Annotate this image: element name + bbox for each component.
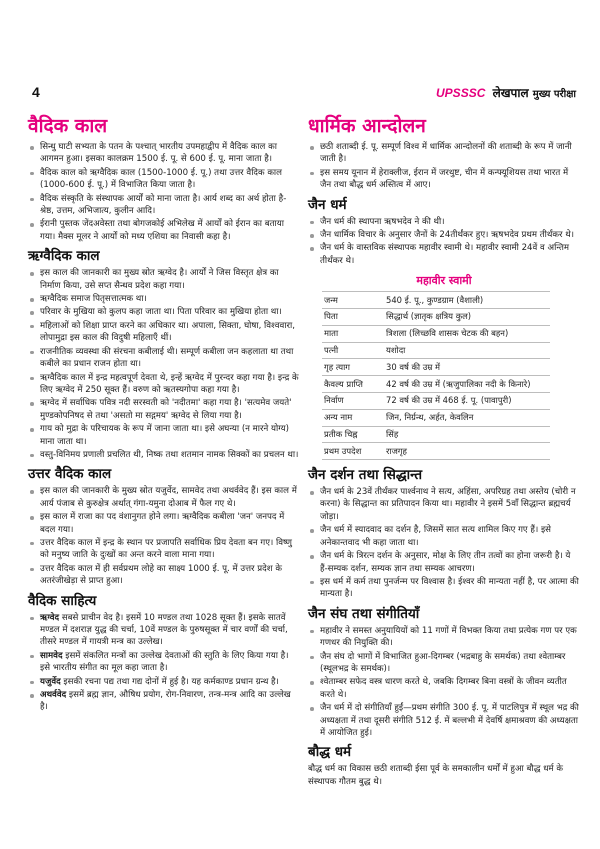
buddhism-paragraph: बौद्ध धर्म का विकास छठी शताब्दी ईसा पूर्व के समकालीन धर्मों में हुआ बौद्ध धर्म के संस्थापक गौतम बुद्ध थे। [308,764,563,787]
term-rigveda: ऋग्वेद [40,612,60,623]
table-row [322,292,550,309]
list-item: जैन धर्म के त्रिरत्न दर्शन के अनुसार, मोक्ष के लिए तीन तत्वों का होना जरूरी है। ये हैं-सम्यक दर्शन, सम्यक ज्ञान तथा सम्यक आचरण। [308,550,580,575]
list-item: जैन संघ दो भागों में विभाजित हुआ-दिगम्बर (भद्रबाहु के समर्थक) तथा श्वेताम्बर (स्थूलभद्र के समर्थक)। [308,651,580,676]
list-item: जैन धर्म की स्थापना ऋषभदेव ने की थी। [308,216,580,228]
row-value: जिन, निर्ग्रन्थ, अर्हत, केवलिन [384,409,550,426]
row-key: अन्य नाम [322,409,384,426]
philosophy-list [308,486,580,601]
row-value: 72 वर्ष की उम्र में 468 ई. पू. (पावापुरी) [384,392,550,409]
list-item: जैन धर्म के 23वें तीर्थंकर पार्श्वनाथ ने सत्य, अहिंसा, अपरिग्रह तथा अस्तेय (चोरी न करना) के सिद्धान्त का प्रतिपादन किया था। महावीर ने इसमें 5वाँ सिद्धान्त ब्रह्मचर्य जोड़ा। [308,486,580,523]
right-column [308,114,580,788]
literature-list [28,612,300,714]
term-atharvaveda: अथर्ववेद [40,690,67,701]
vedic-list [28,141,300,243]
councils-list [308,625,580,740]
heading-religious-movements: धार्मिक आन्दोलन [308,115,426,137]
table-row [322,359,550,376]
list-item: सिन्धु घाटी सभ्यता के पतन के पश्चात् भारतीय उपमहाद्वीप में वैदिक काल का आगमन हुआ। इसका कालक्रम 1500 ई. पू. से 600 ई. पू. माना जाता है। [28,141,300,166]
row-value: 540 ई. पू., कुण्डग्राम (वैशाली) [384,292,550,309]
heading-jainism: जैन धर्म [308,196,347,213]
list-item: इस काल की जानकारी के मुख्य स्रोत यजुर्वेद, सामवेद तथा अथर्ववेद हैं। इस काल में आर्य पंजाब से कुरुक्षेत्र अर्थात् गंगा-यमुना दोआब में फैल गए थे। [28,485,300,510]
list-item: वैदिक संस्कृति के संस्थापक आर्यों को माना जाता है। आर्य शब्द का अर्थ होता है- श्रेष्ठ, उत्तम, अभिजात्य, कुलीन आदि। [28,193,300,218]
table-row [322,342,550,359]
heading-vedic-literature: वैदिक साहित्य [28,592,97,609]
heading-rigvedic-period: ऋग्वैदिक काल [28,248,100,265]
row-value: 30 वर्ष की उम्र में [384,359,550,376]
row-key: पत्नी [322,342,384,359]
heading-vedic-period: वैदिक काल [28,115,108,137]
table-row [322,376,550,393]
term-text: इसमें ब्रह्म ज्ञान, औषिध प्रयोग, रोग-निवारण, तन्त्र-मन्त्र आदि का उल्लेख है। [40,690,291,713]
list-item [28,689,300,714]
brand-label: UPSSSC [436,86,486,100]
list-item [28,676,300,688]
list-item: जैन धर्म के वास्तविक संस्थापक महावीर स्वामी थे। महावीर स्वामी 24वें व अन्तिम तीर्थंकर थे। [308,242,580,267]
movements-list [308,141,580,192]
term-text: सबसे प्राचीन वेद है। इसमें 10 मण्डल तथा 1028 सूक्त हैं। इसके सातवें मण्डल में दशराज्ञ युद्ध की चर्चा, 10वें मण्डल के पुरुषसूक्त में चार वर्णों की चर्चा, तीसरे मण्डल में गायत्री मन्त्र का उल्लेख। [40,612,288,648]
row-value: राजगृह [384,443,550,460]
table-row [322,426,550,443]
page-number: 4 [32,84,40,100]
mahavir-table-title: महावीर स्वामी [416,274,472,288]
running-head [436,84,576,101]
row-key: कैवल्य प्राप्ति [322,376,384,393]
list-item: ऋग्वैदिक समाज पितृसत्तात्मक था। [28,293,300,305]
row-value: सिंह [384,426,550,443]
table-row [322,325,550,342]
list-item: ईरानी पुस्तक जेंदअवेस्ता तथा बोगजकोई अभिलेख में आर्यों को ईरान का बताया गया। मैक्स मूलर ने आर्यों को मध्य एशिया का निवासी कहा है। [28,218,300,243]
list-item: इस काल की जानकारी का मुख्य स्रोत ऋग्वेद है। आर्यों ने जिस विस्तृत क्षेत्र का निर्माण किया, उसे सप्त सैन्धव प्रदेश कहा गया। [28,267,300,292]
table-row [322,409,550,426]
row-key: माता [322,325,384,342]
list-item: गाय को मुद्रा के परिचायक के रूप में जाना जाता था। इसे अघन्या (न मारने योग्य) माना जाता था। [28,423,300,448]
list-item: इस काल में राजा का पद वंशानुगत होने लगा। ऋग्वैदिक कबीला 'जन' जनपद में बदल गया। [28,511,300,536]
list-item: जैन धर्म में स्यादवाद का दर्शन है, जिसमें सात सत्य शामिल किए गए हैं। इसे अनेकान्तवाद भी कहा जाता था। [308,524,580,549]
row-key: गृह त्याग [322,359,384,376]
term-text: इसमें संकलित मन्त्रों का उल्लेख देवताओं की स्तुति के लिए किया गया है। इसे भारतीय संगीत का मूल कहा जाता है। [40,650,289,674]
rigvedic-list [28,267,300,461]
list-item: इस धर्म में कर्म तथा पुनर्जन्म पर विश्वास है। ईश्वर की मान्यता नहीं है, पर आत्मा की मान्यता है। [308,576,580,601]
list-item: जैन धर्म में दो संगीतियाँ हुईं—प्रथम संगीति 300 ई. पू. में पाटलिपुत्र में स्थूल भद्र की अध्यक्षता में तथा दूसरी संगीति 512 ई. में बल्लभी में देवर्षि क्षमाश्रवण की अध्यक्षता में आयोजित हुई। [308,702,580,739]
heading-jain-philosophy: जैन दर्शन तथा सिद्धान्त [308,467,423,484]
left-column [28,114,300,715]
book-title: लेखपाल [492,86,529,100]
list-item [28,612,300,649]
table-row [322,392,550,409]
row-value: सिद्धार्थ (ज्ञातृक क्षत्रिय कुल) [384,309,550,326]
row-value: यशोदा [384,342,550,359]
row-key: प्रथम उपदेश [322,443,384,460]
term-samaveda: सामवेद [40,650,63,661]
list-item: ऋग्वैदिक काल में इन्द्र महत्वपूर्ण देवता थे, इन्हें ऋग्वेद में पुरन्दर कहा गया है। इन्द्र के लिए ऋग्वेद में 250 सूक्त हैं। वरुण को ऋतस्यगोपा कहा गया है। [28,372,300,397]
book-subtitle: मुख्य परीक्षा [532,89,576,100]
list-item: इस समय यूनान में हेराक्लीज, ईरान में जरथुष्ट, चीन में कन्फ्यूशियस तथा भारत में जैन तथा बौद्ध धर्म अस्तित्व में आए। [308,167,580,192]
row-key: निर्वाण [322,392,384,409]
mahavir-table [322,291,550,460]
list-item: राजनीतिक व्यवस्था की संरचना कबीलाई थी। सम्पूर्ण कबीला जन कहलाता था तथा कबीले का प्रधान राजन होता था। [28,346,300,371]
later-vedic-list [28,485,300,587]
list-item: ऋग्वेद में सर्वाधिक पवित्र नदी सरस्वती को 'नदीतमा' कहा गया है। 'सत्यमेव जयते' मुण्डकोपनिषद से तथा 'असतो मा सद्गमय' ऋग्वेद से लिया गया है। [28,397,300,422]
heading-later-vedic-period: उत्तर वैदिक काल [28,466,112,483]
list-item: जैन धार्मिक विचार के अनुसार जैनों के 24तीर्थंकर हुए। ऋषभदेव प्रथम तीर्थंकर थे। [308,229,580,241]
list-item: वस्तु-विनिमय प्रणाली प्रचलित थी, निष्क तथा शतमान नामक सिक्कों का प्रचलन था। [28,449,300,461]
table-row [322,443,550,460]
term-text: इसकी रचना पद्य तथा गद्य दोनों में हुई है। यह कर्मकाण्ड प्रधान ग्रन्थ है। [60,676,279,687]
row-key: प्रतीक चिह्न [322,426,384,443]
list-item: उत्तर वैदिक काल में इन्द्र के स्थान पर प्रजापति सर्वाधिक प्रिय देवता बन गए। विष्णु को मनुष्य जाति के दुःखों का अन्त करने वाला माना गया। [28,537,300,562]
list-item: परिवार के मुखिया को कुलप कहा जाता था। पिता परिवार का मुखिया होता था। [28,306,300,318]
row-key: जन्म [322,292,384,309]
row-value: 42 वर्ष की उम्र में (ऋजुपालिका नदी के किनारे) [384,376,550,393]
term-yajurveda: यजुर्वेद [40,676,61,687]
heading-jain-councils: जैन संघ तथा संगीतियाँ [308,605,420,622]
table-row [322,309,550,326]
list-item: महिलाओं को शिक्षा प्राप्त करने का अधिकार था। अपाला, सिक्ता, घोषा, विश्ववारा, लोपामुद्रा इस काल की विदुषी महिलाएँ थीं। [28,320,300,345]
list-item: उत्तर वैदिक काल में ही सर्वप्रथम लोहे का साक्ष्य 1000 ई. पू. में उत्तर प्रदेश के अतरंजीखेड़ा से प्राप्त हुआ। [28,563,300,588]
jainism-list [308,216,580,268]
row-key: पिता [322,309,384,326]
list-item: महावीर ने समस्त अनुयायियों को 11 गणों में विभक्त किया तथा प्रत्येक गण पर एक गणधर की नियुक्ति की। [308,625,580,650]
list-item: वैदिक काल को ऋग्वैदिक काल (1500-1000 ई. पू.) तथा उत्तर वैदिक काल (1000-600 ई. पू.) में विभाजित किया जाता है। [28,167,300,192]
heading-buddhism: बौद्ध धर्म [308,744,352,761]
list-item: श्वेताम्बर सफेद वस्त्र धारण करते थे, जबकि दिगम्बर बिना वस्त्रों के जीवन व्यतीत करते थे। [308,676,580,701]
list-item [28,650,300,675]
row-value: त्रिशला (लिच्छवि शासक चेटक की बहन) [384,325,550,342]
list-item: छठी शताब्दी ई. पू. सम्पूर्ण विश्व में धार्मिक आन्दोलनों की शताब्दी के रूप में जानी जाती है। [308,141,580,166]
